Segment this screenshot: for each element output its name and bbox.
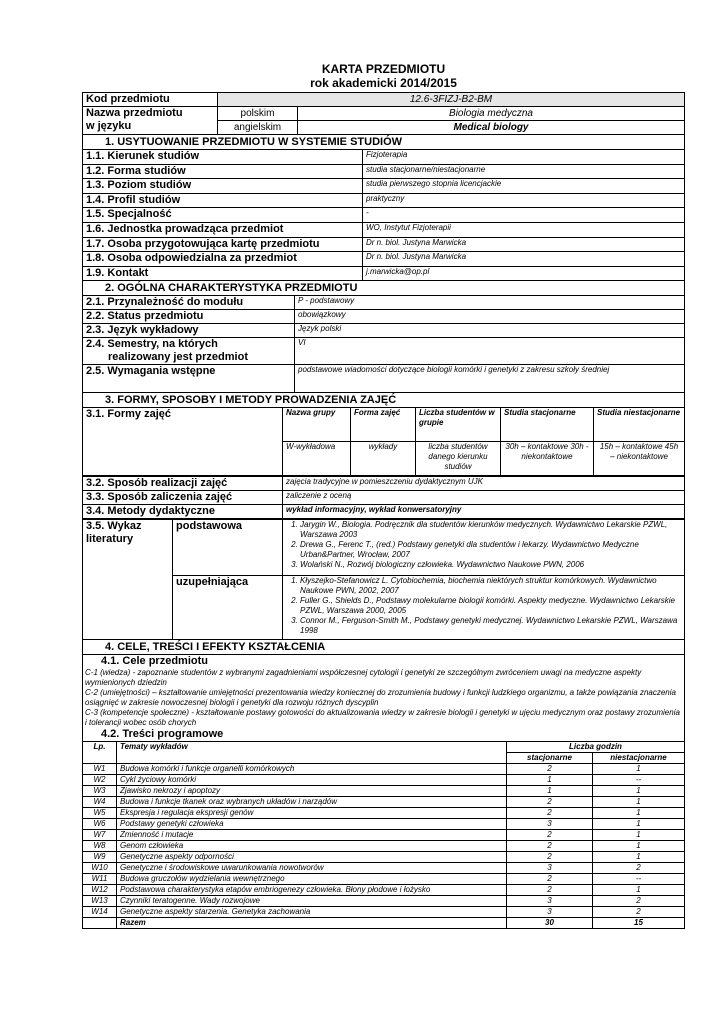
status-value: obowiązkowy — [295, 310, 685, 324]
lecture-lp: W8 — [83, 841, 117, 852]
lecture-hours-full-time: 3 — [507, 907, 593, 918]
goal-item: C-2 (umiejętności) – kształtowanie umiejętności prezentowania wiedzy koniecznej do zrozumienia budowy i funkcji ludzkiego organizmu, a także powiązania znaczenia osiągnięć w zakresie nowoczesnej biologii i genetyki dla rozwoju różnych dyscyplin — [85, 688, 676, 708]
extra-literature-label: uzupełniająca — [173, 576, 283, 640]
code-value: 12.6-3FIZJ-B2-BM — [218, 93, 685, 107]
lecture-hours-full-time: 3 — [507, 896, 593, 907]
form-value: wykłady — [351, 442, 416, 476]
section-1-value: Fizjoterapia — [363, 150, 685, 165]
lecture-hours-part-time: 1 — [593, 885, 685, 896]
extra-literature — [283, 576, 685, 640]
total-empty — [83, 918, 117, 929]
total-part-time: 15 — [593, 918, 685, 929]
semesters-label-line1: 2.4. Semestry, na których — [86, 338, 218, 351]
col-hours-full-time: stacjonarne — [507, 753, 593, 764]
realization-label: 3.2. Sposób realizacji zajęć — [83, 477, 283, 491]
lecture-lp: W4 — [83, 797, 117, 808]
lecture-hours-part-time: 1 — [593, 786, 685, 797]
lecture-hours-full-time: 3 — [507, 819, 593, 830]
lecture-topic: Zjawisko nekrozy i apoptozy — [117, 786, 507, 797]
lecture-lp: W11 — [83, 874, 117, 885]
col-full-time: Studia stacjonarne — [501, 408, 594, 442]
section-1-label: 1.6. Jednostka prowadząca przedmiot — [83, 222, 363, 237]
section-1-label: 1.9. Kontakt — [83, 266, 363, 281]
lecture-row — [83, 852, 685, 863]
lecture-topic: Czynniki teratogenne. Wady rozwojowe — [117, 896, 507, 907]
section-2-heading: 2. OGÓLNA CHARAKTERYSTYKA PRZEDMIOTU — [82, 281, 685, 295]
section-1-value: studia pierwszego stopnia licencjackie — [363, 179, 685, 194]
code-label: Kod przedmiotu — [83, 93, 218, 107]
section-1-value: Dr n. biol. Justyna Marwicka — [363, 252, 685, 267]
col-part-time: Studia niestacjonarne — [594, 408, 685, 442]
lecture-topic: Genetyczne aspekty odporności — [117, 852, 507, 863]
section-1-row — [83, 266, 685, 281]
lecture-row — [83, 885, 685, 896]
lecture-hours-part-time: -- — [593, 775, 685, 786]
name-label-line1: Nazwa przedmiotu — [86, 107, 183, 119]
lecture-hours-part-time: 1 — [593, 808, 685, 819]
col-form: Forma zajęć — [351, 408, 416, 442]
section-1-value: studia stacjonarne/niestacjonarne — [363, 164, 685, 179]
lecture-topic: Ekspresja i regulacja ekspresji genów — [117, 808, 507, 819]
requirements-value: podstawowe wiadomości dotyczące biologii komórki i genetyki z zakresu szkoły średniej — [295, 365, 685, 393]
group-value: W-wykładowa — [283, 442, 351, 476]
doc-title: KARTA PRZEDMIOTU — [321, 62, 446, 76]
count-value: liczba studentów danego kierunku studiów — [416, 442, 501, 476]
semesters-label — [83, 338, 295, 365]
lecture-topic: Genetyczne aspekty starzenia. Genetyka zachowania — [117, 907, 507, 918]
lecture-topic: Budowa komórki i funkcje organelli komórkowych — [117, 764, 507, 775]
section-1-value: praktyczny — [363, 193, 685, 208]
section-1-label: 1.3. Poziom studiów — [83, 179, 363, 194]
lecture-hours-full-time: 3 — [507, 863, 593, 874]
lecture-lp: W1 — [83, 764, 117, 775]
lecture-hours-full-time: 2 — [507, 874, 593, 885]
lecture-hours-part-time: 1 — [593, 764, 685, 775]
section-1-label: 1.7. Osoba przygotowująca kartę przedmiotu — [83, 237, 363, 252]
lecture-hours-full-time: 1 — [507, 786, 593, 797]
requirements-label: 2.5. Wymagania wstępne — [83, 365, 295, 393]
lecture-hours-full-time: 2 — [507, 764, 593, 775]
lecture-hours-full-time: 1 — [507, 775, 593, 786]
lecture-hours-full-time: 2 — [507, 852, 593, 863]
basic-literature-item: 1. Jarygin W., Biologia. Podręcznik dla studentów kierunków medycznych. Wydawnictwo Lekarskie PZWL, Warszawa 2003 — [300, 520, 681, 540]
lecture-lp: W6 — [83, 819, 117, 830]
literature-label: 3.5. Wykaz literatury — [83, 520, 173, 640]
col-hours: Liczba godzin — [507, 742, 685, 753]
lecture-row — [83, 797, 685, 808]
lecture-topic: Genetyczne i środowiskowe uwarunkowania nowotworów — [117, 863, 507, 874]
semesters-value: VI — [295, 338, 685, 365]
status-label: 2.2. Status przedmiotu — [83, 310, 295, 324]
content-heading: 4.2. Treści programowe — [101, 728, 224, 741]
section-2-table — [82, 295, 685, 393]
section-1-row — [83, 179, 685, 194]
semesters-label-line2: realizowany jest przedmiot — [108, 351, 248, 364]
part-time-hours: 15h – kontaktowe 45h – niekontaktowe — [594, 442, 685, 476]
lecture-hours-part-time: 1 — [593, 830, 685, 841]
lecture-topic: Zmienność i mutacje — [117, 830, 507, 841]
methods-value: wykład informacyjny, wykład konwersatoryjny — [283, 505, 685, 519]
lecture-lp: W2 — [83, 775, 117, 786]
section-1-row — [83, 150, 685, 165]
lecture-hours-part-time: 1 — [593, 841, 685, 852]
literature-table — [82, 519, 685, 640]
lecture-lp: W5 — [83, 808, 117, 819]
lecture-row — [83, 841, 685, 852]
lecture-topic: Budowa gruczołów wydzielania wewnętrznego — [117, 874, 507, 885]
total-full-time: 30 — [507, 918, 593, 929]
lecture-hours-part-time: 1 — [593, 852, 685, 863]
lecture-hours-full-time: 2 — [507, 841, 593, 852]
lecture-lp: W14 — [83, 907, 117, 918]
lecture-row — [83, 808, 685, 819]
section-1-row — [83, 222, 685, 237]
lecture-topic: Cykl życiowy komórki — [117, 775, 507, 786]
lecture-topic: Budowa i funkcje tkanek oraz wybranych układów i narządów — [117, 797, 507, 808]
section-1-value: Dr n. biol. Justyna Marwicka — [363, 237, 685, 252]
lecture-row — [83, 775, 685, 786]
full-time-hours: 30h – kontaktowe 30h - niekontaktowe — [501, 442, 594, 476]
english-name: Medical biology — [298, 121, 685, 135]
section-1-row — [83, 252, 685, 267]
col-hours-part-time: niestacjonarne — [593, 753, 685, 764]
module-value: P - podstawowy — [295, 296, 685, 310]
basic-literature-item: 3. Wolański N., Rozwój biologiczny człowieka. Wydawnictwo Naukowe PWN, 2006 — [300, 560, 681, 570]
lecture-hours-part-time: 2 — [593, 907, 685, 918]
lecture-row — [83, 896, 685, 907]
goal-item: C-3 (kompetencje społeczne) - kształtowanie postawy gotowości do aktualizowania wiedzy w zakresie biologii i genetyki w ujęciu medycznym oraz postawy zrozumienia i tolerancji wobec osób chorych — [85, 708, 680, 728]
section-1-value: - — [363, 208, 685, 223]
col-group-name: Nazwa grupy — [283, 408, 351, 442]
module-label: 2.1. Przynależność do modułu — [83, 296, 295, 310]
lecture-hours-part-time: 2 — [593, 896, 685, 907]
section-1-value: WO, Instytut Fizjoterapii — [363, 222, 685, 237]
lecture-lp: W12 — [83, 885, 117, 896]
academic-year: rok akademicki 2014/2015 — [310, 76, 457, 90]
lectures-table — [82, 741, 685, 929]
methods-label: 3.4. Metody dydaktyczne — [83, 505, 283, 519]
lecture-lp: W9 — [83, 852, 117, 863]
lecture-hours-full-time: 2 — [507, 885, 593, 896]
subject-id-table — [82, 92, 685, 135]
section-1-row — [83, 237, 685, 252]
section-3-heading: 3. FORMY, SPOSOBY I METODY PROWADZENIA ZAJĘĆ — [82, 393, 685, 407]
lecture-lp: W10 — [83, 863, 117, 874]
section-1-label: 1.4. Profil studiów — [83, 193, 363, 208]
name-label-line2: w języku — [86, 120, 132, 132]
lecture-row — [83, 786, 685, 797]
goals-box — [82, 654, 685, 741]
lecture-hours-full-time: 2 — [507, 797, 593, 808]
lecture-row — [83, 764, 685, 775]
name-label — [83, 107, 218, 135]
basic-literature — [283, 520, 685, 576]
lecture-hours-full-time: 2 — [507, 808, 593, 819]
lecture-lp: W3 — [83, 786, 117, 797]
lecture-hours-part-time: 1 — [593, 797, 685, 808]
polish-label: polskim — [218, 107, 298, 121]
assessment-value: zaliczenie z oceną — [283, 491, 685, 505]
realization-value: zajęcia tradycyjne w pomieszczeniu dydaktycznym UJK — [283, 477, 685, 491]
section-1-label: 1.8. Osoba odpowiedzialna za przedmiot — [83, 252, 363, 267]
section-1-row — [83, 208, 685, 223]
lecture-lp: W7 — [83, 830, 117, 841]
assessment-label: 3.3. Sposób zaliczenia zajęć — [83, 491, 283, 505]
language-value: Język polski — [295, 324, 685, 338]
extra-literature-item: 1. Kłyszejko-Stefanowicz L. Cytobiochemia, biochemia niektórych struktur komórkowych. Wydawnictwo Naukowe PWN, 2002, 2007 — [300, 576, 681, 596]
lecture-hours-part-time: -- — [593, 874, 685, 885]
basic-literature-label: podstawowa — [173, 520, 283, 576]
col-topic: Tematy wykładów — [117, 742, 507, 764]
section-1-label: 1.5. Specjalność — [83, 208, 363, 223]
lecture-row — [83, 874, 685, 885]
section-3-forms-table — [82, 407, 685, 476]
section-4-heading: 4. CELE, TREŚCI I EFEKTY KSZTAŁCENIA — [82, 640, 685, 654]
col-lp: Lp. — [83, 742, 117, 764]
lecture-topic: Genom człowieka — [117, 841, 507, 852]
extra-literature-item: 3. Connor M., Ferguson-Smith M., Podstawy genetyki medycznej. Wydawnictwo Lekarskie PZWL, Warszawa 1998 — [300, 616, 681, 636]
lecture-hours-full-time: 2 — [507, 830, 593, 841]
lecture-topic: Podstawy genetyki człowieka — [117, 819, 507, 830]
section-1-heading: 1. USYTUOWANIE PRZEDMIOTU W SYSTEMIE STUDIÓW — [82, 135, 685, 149]
basic-literature-item: 2. Drewa G., Ferenc T., (red.) Podstawy genetyki dla studentów i lekarzy. Wydawnictwo Medyczne Urban&Partner, Wrocław, 2007 — [300, 540, 681, 560]
section-1-label: 1.2. Forma studiów — [83, 164, 363, 179]
polish-name: Biologia medyczna — [298, 107, 685, 121]
section-1-label: 1.1. Kierunek studiów — [83, 150, 363, 165]
lecture-row — [83, 830, 685, 841]
section-1-value: j.marwicka@op.pl — [363, 266, 685, 281]
goals-heading: 4.1. Cele przedmiotu — [101, 655, 208, 668]
english-label: angielskim — [218, 121, 298, 135]
language-label: 2.3. Język wykładowy — [83, 324, 295, 338]
lecture-topic: Podstawowa charakterystyka etapów embriogenezy człowieka. Błony płodowe i łożysko — [117, 885, 507, 896]
document-page — [82, 62, 685, 929]
lecture-lp: W13 — [83, 896, 117, 907]
total-label: Razem — [117, 918, 507, 929]
lecture-hours-part-time: 2 — [593, 863, 685, 874]
section-3-methods-table — [82, 476, 685, 519]
lecture-row — [83, 863, 685, 874]
section-1-row — [83, 193, 685, 208]
lecture-row — [83, 907, 685, 918]
lecture-row — [83, 819, 685, 830]
section-1-table — [82, 149, 685, 281]
lecture-hours-part-time: 1 — [593, 819, 685, 830]
col-student-count: Liczba studentów w grupie — [416, 408, 501, 442]
goal-item: C-1 (wiedza) - zapoznanie studentów z wybranymi zagadnieniami współczesnej cytologii i genetyki ze szczególnym zwróceniem uwagi na medyczne aspekty wymienionych dziedzin — [85, 668, 642, 688]
extra-literature-item: 2. Fuller G., Shields D., Podstawy molekularne biologii komórki. Aspekty medyczne. Wydawnictwo Lekarskie PZWL, Warszawa 2000, 2005 — [300, 596, 681, 616]
section-1-row — [83, 164, 685, 179]
forms-label: 3.1. Formy zajęć — [83, 408, 283, 476]
